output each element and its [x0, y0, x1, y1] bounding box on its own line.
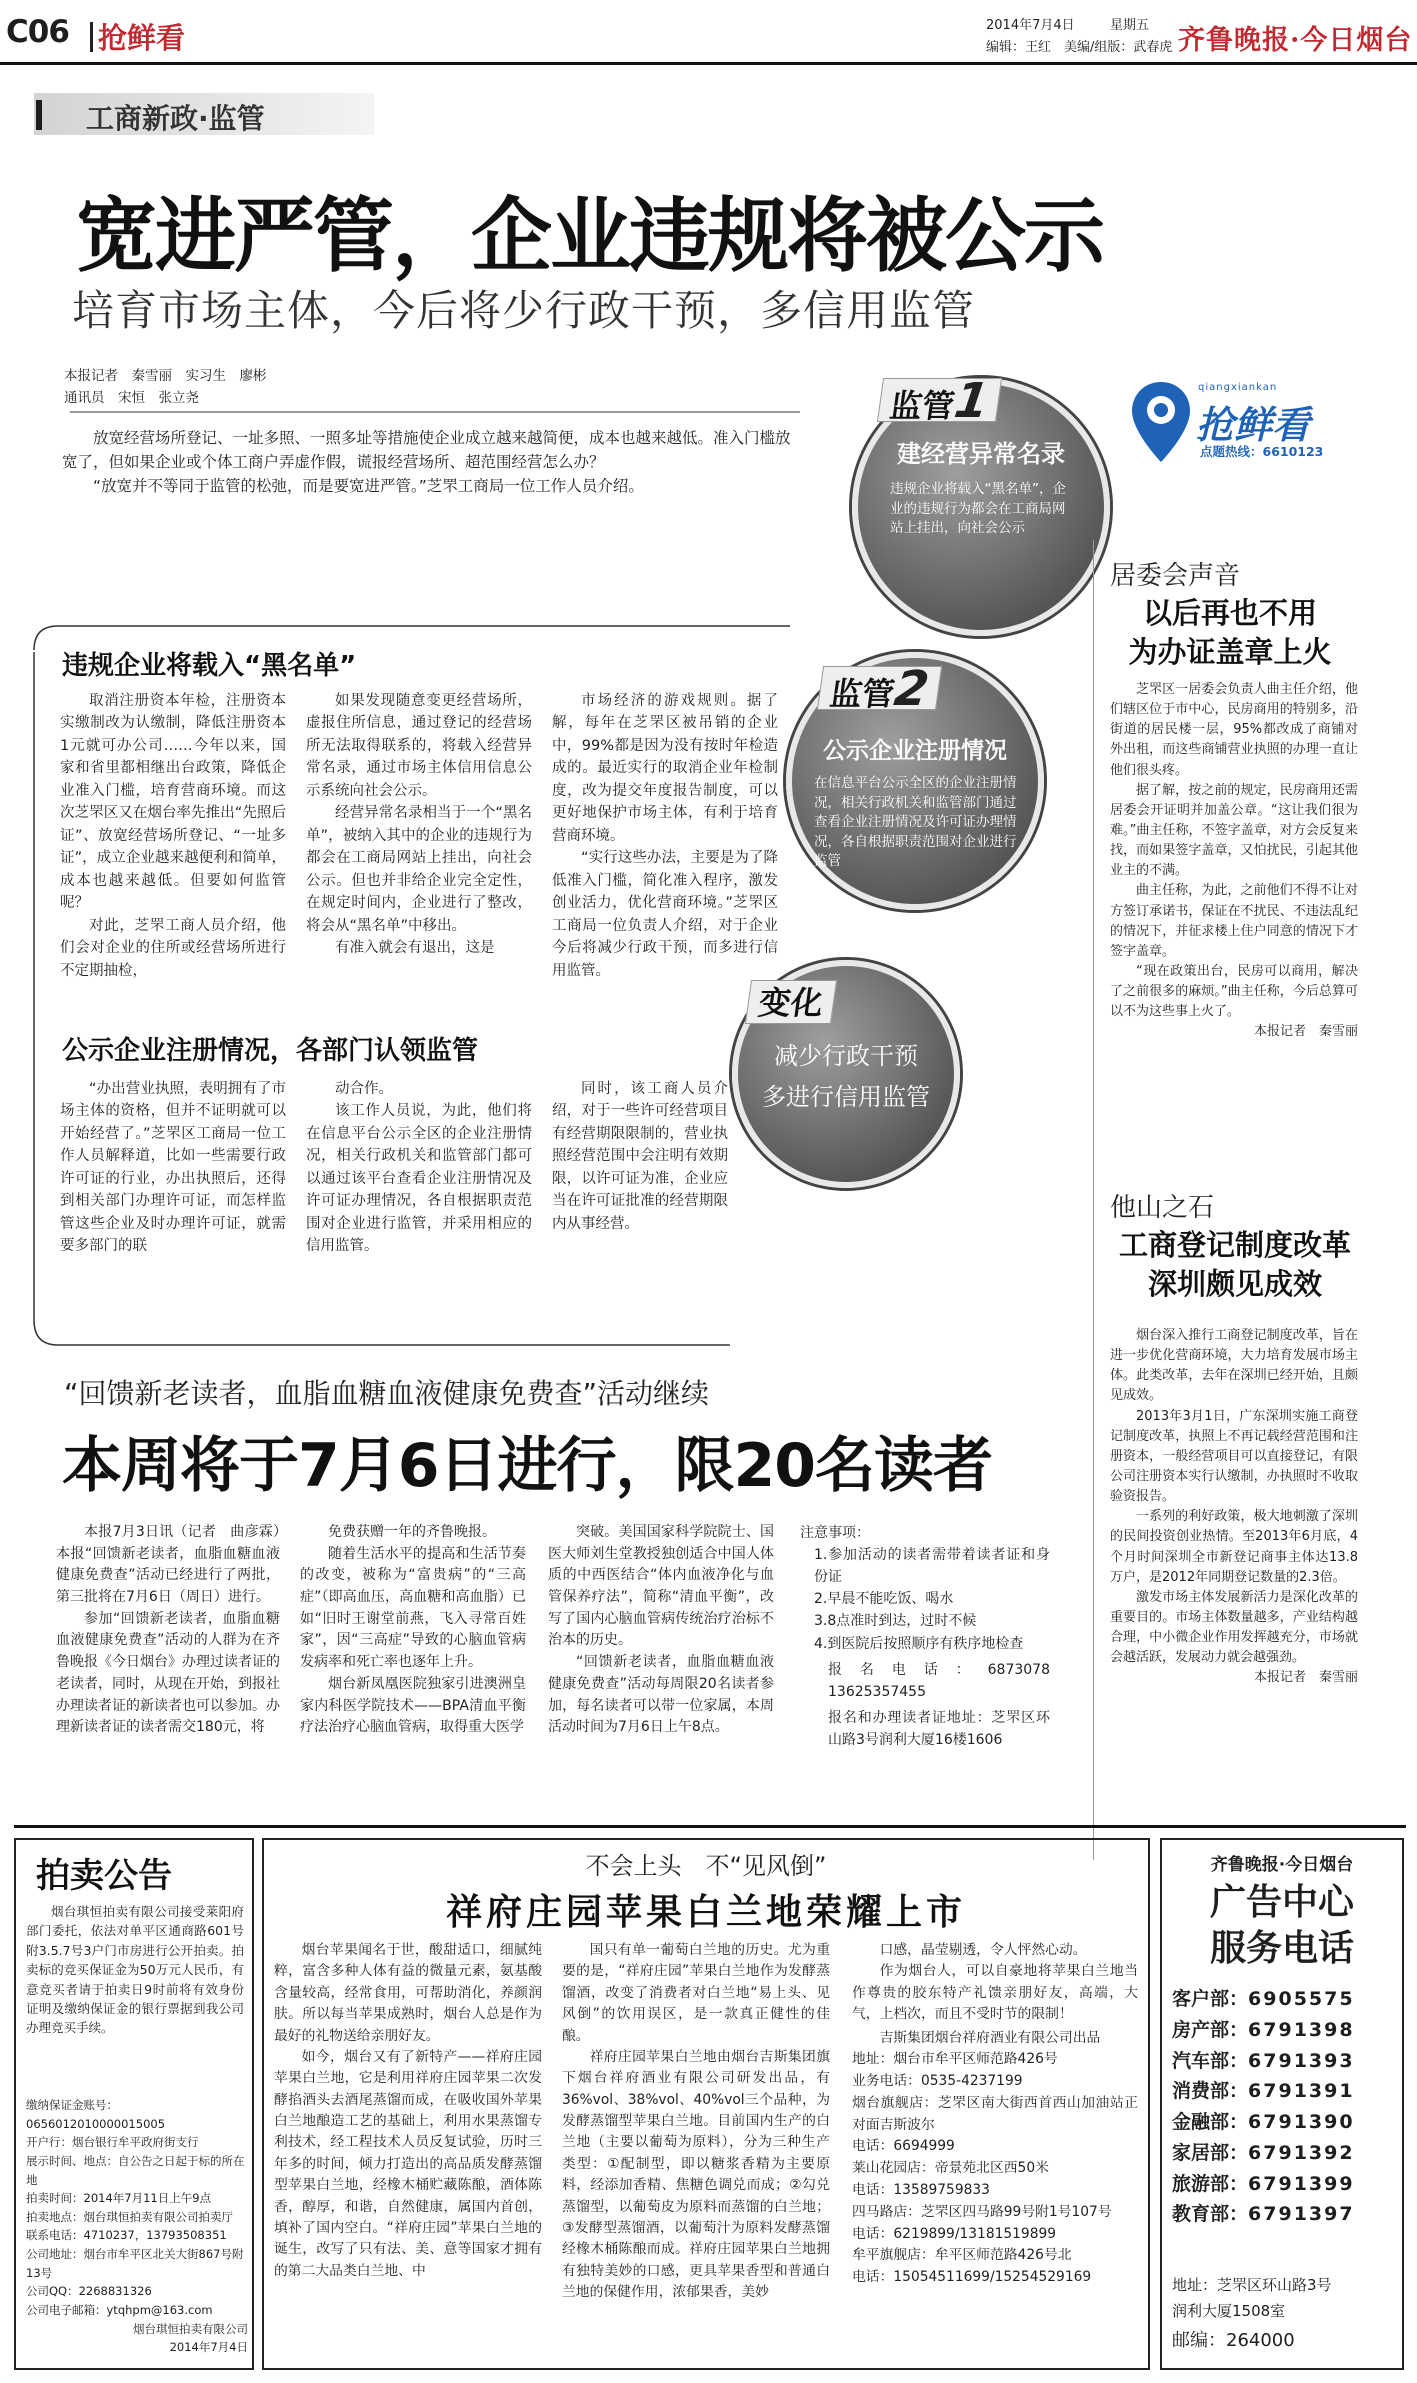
- paragraph: 本报7月3日讯（记者 曲彦霖）本报“回馈新老读者，血脂血糖血液健康免费查”活动已经进行了两批，第三批将在7月6日（周日）进行。: [56, 1524, 280, 1606]
- adcenter-phone-row: [1172, 2169, 1396, 2200]
- brandy-ad: [262, 1838, 1150, 2370]
- signup-phone: 报名电话：6873078 13625357455: [828, 1661, 1064, 1700]
- change-line: 多进行信用监管: [762, 1082, 930, 1111]
- auction-details: [26, 2096, 248, 2357]
- phone-separator: ：: [1229, 2080, 1249, 2103]
- auction-exhibit: 展示时间、地点：自公告之日起于标的所在地: [26, 2153, 245, 2187]
- auction-title: 拍卖公告: [36, 1856, 172, 1896]
- supervision-1-text: 违规企业将载入“黑名单”，企业的违规行为都会在工商局网站上挂出，向社会公示: [890, 481, 1066, 537]
- sidebar-headline-line: 深圳颇见成效: [1147, 1267, 1322, 1302]
- auction-body: 烟台琪恒拍卖有限公司接受莱阳府部门委托，依法对单平区通商路601号附3.5.7号3户门市房进行公开拍卖。拍卖标的竞买保证金为50万元人民币，有意竞买者请于拍卖日9时前将有效身份证明及缴纳保证金的银行票据到我公司办理竞买手续。: [26, 1904, 244, 2036]
- phone-department: 家居部: [1172, 2141, 1230, 2164]
- paragraph: 一系列的利好政策，极大地刺激了深圳的民间投资创业热情。至2013年6月底，4个月时间深圳全市新登记商事主体达13.8万户，是2012年同期登记数量的2.3倍。: [1110, 1509, 1358, 1585]
- ad-section-rule: [14, 1825, 1406, 1828]
- paragraph: 免费获赠一年的齐鲁晚报。: [328, 1524, 496, 1540]
- adcenter-phone-row: [1172, 2138, 1396, 2169]
- paragraph: 动合作。: [335, 1081, 393, 1097]
- section-bar: [36, 100, 42, 130]
- paragraph: 随着生活水平的提高和生活节奏的改变，被称为“富贵病”的“三高症”（即高血压，高血糖和高血脂）已如“旧时王谢堂前燕，飞入寻常百姓家”，因“三高症”导致的心脑血管病发病率和死亡率也逐年上升。: [300, 1545, 526, 1671]
- paragraph: 烟台苹果闻名于世，酸甜适口，细腻纯粹，富含多种人体有益的微量元素，氨基酸含量较高，经常食用，可帮助消化，养颜润肤。所以每当苹果成熟时，烟台人总是作为最好的礼物送给亲朋好友。: [274, 1942, 542, 2044]
- paragraph: 2013年3月1日，广东深圳实施工商登记制度改革，执照上不再记载经营范围和注册资本，一般经营项目可以直接登记，有限公司注册资本实行认缴制，办执照时不收取验资报告。: [1110, 1408, 1358, 1505]
- brandy-store-phone: 电话：6219899/13181519899: [852, 2225, 1057, 2242]
- phone-separator: ：: [1229, 2049, 1249, 2072]
- qiangxiankan-logo: [1130, 380, 1400, 470]
- event-column: [548, 1522, 774, 1739]
- paragraph: “实行这些办法，主要是为了降低准入门槛，简化准入程序，激发创业活力，优化营商环境。”芝罘区工商局一位负责人介绍，对于企业今后将减少行政干预，而多进行信用监管。: [552, 850, 778, 979]
- adcenter-title-line: 广告中心: [1209, 1882, 1354, 1923]
- paragraph: 如今，烟台又有了新特产——祥府庄园苹果白兰地，它是利用祥府庄园苹果二次发酵掐酒头去酒尾蒸馏而成，在吸收国外苹果白兰地酿造工艺的基础上，利用水果蒸馏专利技术，经工程技术人员反复试验，历时三年多的时间，倾力打造出的高品质发酵蒸馏型苹果白兰地，经橡木桶贮藏陈酿，酒体陈香，醇厚，和谐，自然健康，属国内首创，填补了国内空白。“祥府庄园”苹果白兰地的诞生，改写了只有法、美、意等国家才拥有的第二大品类白兰地、中: [274, 2048, 542, 2279]
- supervision-label-text: 监管: [827, 675, 897, 713]
- phone-number: 6791398: [1248, 2018, 1355, 2041]
- brandy-store-phone: 电话：15054511699/15254529169: [852, 2269, 1092, 2286]
- adcenter-phone-row: [1172, 2076, 1396, 2107]
- phone-separator: ：: [1229, 2203, 1249, 2226]
- sidebar-headline-line: 工商登记制度改革: [1118, 1228, 1351, 1262]
- auction-company: 烟台琪恒拍卖有限公司: [133, 2321, 248, 2336]
- logo-hotline: 点题热线：6610123: [1200, 444, 1324, 459]
- paragraph: 曲主任称，为此，之前他们不得不让对方签订承诺书，保证在不扰民、不违法乱纪的情况下，并征求楼上住户同意的情况下才签字盖章。: [1110, 883, 1358, 959]
- paragraph: 市场经济的游戏规则。据了解，每年在芝罘区被吊销的企业中，99%都是因为没有按时年检造成的。最近实行的取消企业年检制度，改为提交年度报告制度，可以更好地保护市场主体，有利于培育营商环境。: [552, 693, 778, 844]
- sidebar-headline: [1110, 1226, 1360, 1305]
- brandy-store-phone: 电话：13589759833: [852, 2182, 990, 2199]
- sidebar-rule: [1093, 540, 1094, 1860]
- auction-account: 缴纳保证金账号：0656012010000015005: [26, 2098, 166, 2131]
- auction-email: 公司电子邮箱：ytqhpm@163.com: [26, 2302, 213, 2317]
- paragraph: 口感，晶莹剔透，令人怦然心动。: [879, 1942, 1087, 1958]
- brandy-store: 烟台旗舰店：芝罘区南大街西首西山加油站正对面吉斯波尔: [852, 2094, 1138, 2133]
- logo-pinyin: qiangxiankan: [1198, 382, 1278, 393]
- supervision-label-text: 监管: [887, 387, 957, 425]
- adcenter-address-line: 润利大厦1508室: [1172, 2302, 1286, 2321]
- supervision-2-label: [817, 661, 943, 717]
- brandy-column: [274, 1940, 542, 2282]
- adcenter-address-line: 地址：芝罘区环山路3号: [1172, 2276, 1332, 2294]
- change-label: 变化: [745, 980, 837, 1024]
- article-column: [60, 1078, 286, 1258]
- paragraph: 祥府庄园苹果白兰地由烟台吉斯集团旗下烟台祥府酒业有限公司研发出品，有36%vol、38%vol、40%vol三个品种，为发酵蒸馏型苹果白兰地。目前国内生产的白兰地（主要以葡萄为原料），分为三种生产类型：①配制型，即以糖浆香精为主要原料，经添加香精、焦糖色调兑而成；②勾兑蒸馏型，以葡萄皮为原料而蒸馏的白兰地；③发酵型蒸馏酒，以葡萄汁为原料发酵蒸馏经橡木桶陈酿而成。祥府庄园苹果白兰地拥有独特美妙的口感，更具苹果香型和普通白兰地的保健作用，浓郁果香，美妙: [562, 2048, 830, 2300]
- article-column: [552, 1078, 728, 1235]
- header-divider: [90, 22, 93, 52]
- auction-address: 公司地址：烟台市牟平区北关大街867号附13号: [26, 2247, 244, 2280]
- byline-reporters: 本报记者 秦雪丽 实习生 廖彬: [64, 368, 267, 384]
- adcenter-brand: 齐鲁晚报·今日烟台: [1210, 1855, 1354, 1875]
- note-item: 2.早晨不能吃饭、喝水: [814, 1591, 954, 1608]
- headline: 宽进严管，企业违规将被公示: [76, 189, 1104, 284]
- ad-center-box: [1160, 1838, 1404, 2370]
- change-line: 减少行政干预: [774, 1042, 918, 1070]
- event-kicker: “回馈新老读者，血脂血糖血液健康免费查”活动继续: [64, 1377, 710, 1410]
- paragraph: 烟台新凤凰医院独家引进澳洲皇家内科医学院技术——BPA清血平衡疗法治疗心脑血管病，取得重大医学: [300, 1675, 526, 1736]
- paragraph: 经营异常名录相当于一个“黑名单”，被纳入其中的企业的违规行为都会在工商局网站上挂出，向社会公示。但也并非给企业完全定性，在规定时间内，企业进行了整改，将会从“黑名单”中移出。: [306, 805, 532, 934]
- phone-number: 6791397: [1248, 2203, 1355, 2226]
- section-heading-blacklist: 违规企业将载入“黑名单”: [62, 651, 357, 681]
- auction-notice: [14, 1838, 254, 2370]
- supervision-number: 2: [890, 661, 933, 717]
- paragraph: 芝罘区一居委会负责人曲主任介绍，他们辖区位于市中心，民房商用的特别多，沿街道的居民楼一层，95%都改成了商铺对外出租，而这些商铺营业执照的办理一直让他们很头疼。: [1110, 682, 1358, 778]
- sidebar-headline-line: 以后再也不用: [1142, 596, 1317, 630]
- event-headline: 本周将于7月6日进行，限20名读者: [62, 1431, 992, 1501]
- paragraph: 参加“回馈新老读者，血脂血糖血液健康免费查”活动的人群为在齐鲁晚报《今日烟台》办理过读者证的老读者，同时，从现在开始，到报社办理读者证的新读者也可以参加。办理新读者证的读者需交180元，将: [56, 1610, 280, 1736]
- author: 本报记者 秦雪丽: [1253, 1024, 1358, 1040]
- subheadline: 培育市场主体，今后将少行政干预，多信用监管: [72, 286, 976, 335]
- event-notes: [800, 1522, 1064, 1751]
- paragraph: “现在政策出台，民房可以商用，解决了之前很多的麻烦。”曲主任称，今后总算可以不为这些事上火了。: [1110, 963, 1358, 1020]
- paragraph: 取消注册资本年检，注册资本实缴制改为认缴制，降低注册资本1元就可办公司……今年以来，国家和省里都相继出台政策，降低企业准入门槛，培育营商环境。而这次芝罘区又在烟台率先推出“先照后证”、放宽经营场所登记、“一址多证”，成立企业越来越便利和简单，成本也越来越低。但要如何监管呢？: [60, 693, 286, 912]
- paragraph: “回馈新老读者，血脂血糖血液健康免费查”活动每周限20名读者参加，每名读者可以带一位家属，本周活动时间为7月6日上午8点。: [548, 1654, 774, 1736]
- brandy-store: 牟平旗舰店：牟平区师范路426号北: [852, 2247, 1072, 2264]
- section-banner: [34, 93, 374, 135]
- auction-date: 2014年7月4日: [169, 2340, 248, 2355]
- adcenter-phone-row: [1172, 2015, 1396, 2046]
- byline-correspondents: 通讯员 宋恒 张立尧: [64, 389, 199, 406]
- lead-paragraph: “放宽并不等同于监管的松弛，而是要宽进严管。”芝罘工商局一位工作人员介绍。: [93, 477, 644, 496]
- phone-number: 6791392: [1248, 2141, 1355, 2164]
- issue-weekday: 星期五: [1110, 18, 1150, 33]
- brandy-company: 吉斯集团烟台祥府酒业有限公司出品: [879, 2029, 1101, 2046]
- adcenter-phone-row: [1172, 2046, 1396, 2077]
- paragraph: “办出营业执照，表明拥有了市场主体的资格，但并不证明就可以开始经营了。”芝罘区工商局一位工作人员解释道，比如一些需要行政许可证的行业，办出执照后，还得到相关部门办理许可证，而怎样监管这些企业及时办理许可证，就需要多部门的联: [60, 1081, 286, 1255]
- brandy-column: [852, 1940, 1138, 2289]
- paragraph: 作为烟台人，可以自豪地将苹果白兰地当作尊贵的胶东特产礼馈亲朋好友，高端，大气，上档次，而且不受时节的限制！: [852, 1963, 1138, 2023]
- phone-department: 金融部: [1172, 2111, 1230, 2134]
- phone-number: 6905575: [1248, 1988, 1355, 2010]
- sidebar-category: 他山之石: [1110, 1193, 1215, 1223]
- lead-paragraph: 放宽经营场所登记、一址多照、一照多址等措施使企业成立越来越简便，成本也越来越低。准入门槛放宽了，但如果企业或个体工商户弄虚作假，谎报经营场所、超范围经营怎么办？: [62, 429, 791, 472]
- brandy-column: [562, 1940, 830, 2303]
- adcenter-phone-row: [1172, 1984, 1396, 2015]
- brandy-store-phone: 电话：6694999: [852, 2138, 955, 2155]
- phone-number: 6791393: [1248, 2049, 1355, 2072]
- article-column: [552, 690, 778, 982]
- adcenter-phone-row: [1172, 2199, 1396, 2230]
- adcenter-phone-list: [1172, 1984, 1396, 2230]
- paragraph: 该工作人员说，为此，他们将在信息平台公示全区的企业注册情况，相关行政机关和监管部门都可以通过该平台查看企业注册情况及许可证办理情况，各自根据职责范围对企业进行监管，并采用相应的信用监管。: [306, 1103, 532, 1255]
- phone-department: 旅游部: [1172, 2172, 1230, 2195]
- auction-qq: 公司QQ：2268831326: [26, 2284, 152, 2299]
- adcenter-title-line: 服务电话: [1209, 1928, 1354, 1970]
- paragraph: 同时，该工商人员介绍，对于一些许可经营项目有经营期限限制的，营业执照经营范围中会注明有效期限，以许可证为准，企业应当在许可证批准的经营期限内从事经营。: [552, 1081, 728, 1232]
- note-item: 1.参加活动的读者需带着读者证和身份证: [814, 1547, 1050, 1586]
- phone-department: 汽车部: [1172, 2049, 1230, 2072]
- sidebar-category: 居委会声音: [1110, 561, 1241, 591]
- issue-date: 2014年7月4日: [986, 18, 1075, 33]
- newspaper-brand: 齐鲁晚报·今日烟台: [1178, 25, 1413, 56]
- article-column: [306, 1078, 532, 1258]
- brandy-title: 祥府庄园苹果白兰地荣耀上市: [445, 1892, 966, 1933]
- phone-number: 6791390: [1248, 2111, 1355, 2134]
- paragraph: 如果发现随意变更经营场所，虚报住所信息，通过登记的经营场所无法取得联系的，将载入经营异常名录，通过市场主体信用信息公示系统向社会公示。: [306, 693, 532, 799]
- paragraph: 烟台深入推行工商登记制度改革，旨在进一步优化营商环境，大力培育发展市场主体。此类改革，去年在深圳已经开始，且颇见成效。: [1110, 1328, 1358, 1404]
- adcenter-phone-row: [1172, 2107, 1396, 2138]
- paragraph: 对此，芝罘工商人员介绍，他们会对企业的住所或经营场所进行不定期抽检，: [60, 917, 286, 979]
- brandy-store: 莱山花园店：帝景苑北区西50米: [852, 2160, 1049, 2177]
- phone-department: 消费部: [1172, 2080, 1230, 2103]
- logo-title: 抢鲜看: [1196, 403, 1311, 447]
- paragraph: 激发市场主体发展新活力是深化改革的重要目的。市场主体数量越多，产业结构越合理，中小微企业作用发挥越充分，市场就会越活跃，发展动力就会越强劲。: [1110, 1589, 1358, 1666]
- adcenter-zip: 邮编：264000: [1172, 2329, 1295, 2351]
- brandy-biz-phone: 业务电话：0535-4237199: [852, 2073, 1023, 2090]
- sidebar-body: [1110, 1326, 1358, 1689]
- phone-department: 房产部: [1172, 2018, 1230, 2041]
- phone-separator: ：: [1229, 2111, 1249, 2134]
- location-pin-icon: [1130, 380, 1192, 464]
- header-rule: [0, 62, 1417, 65]
- lead-paragraphs: [62, 426, 794, 498]
- phone-department: 客户部: [1172, 1988, 1230, 2010]
- paragraph: 据了解，按之前的规定，民房商用还需居委会开证明并加盖公章。“这让我们很为难。”曲主任称，不签字盖章，对方会反复来找，而如果签字盖章，又怕扰民，引起其他业主的不满。: [1110, 782, 1358, 879]
- phone-department: 教育部: [1172, 2203, 1230, 2226]
- page-number: C06: [6, 14, 69, 50]
- auction-tel: 联系电话：4710237，13793508351: [26, 2228, 227, 2243]
- sidebar-body: [1110, 680, 1358, 1043]
- auction-place: 拍卖地点：烟台琪恒拍卖有限公司拍卖厅: [26, 2209, 233, 2224]
- article-column: [60, 690, 286, 982]
- brandy-store: 四马路店：芝罘区四马路99号附1号107号: [852, 2203, 1112, 2220]
- brandy-address: 地址：烟台市牟平区师范路426号: [852, 2051, 1058, 2068]
- brandy-kicker: 不会上头 不“见风倒”: [585, 1852, 827, 1880]
- auction-bank: 开户行：烟台银行牟平政府街支行: [26, 2135, 199, 2150]
- note-item: 4.到医院后按照顺序有秩序地检查: [814, 1635, 1024, 1652]
- paragraph: 突破。美国国家科学院院士、国医大师刘生堂教授独创适合中国人体质的中西医结合“体内血液净化与血管保养疗法”，简称“清血平衡”，改写了国内心脑血管病传统治疗治标不治本的历史。: [548, 1524, 774, 1649]
- supervision-2-text: 在信息平台公示全区的企业注册情况，相关行政机关和监管部门通过查看企业注册情况及许可证办理情况，各自根据职责范围对企业进行监管: [814, 775, 1017, 870]
- adcenter-address: [1172, 2272, 1332, 2356]
- supervision-1-title: 建经营异常名录: [897, 440, 1065, 468]
- auction-time: 拍卖时间：2014年7月11日上午9点: [26, 2191, 212, 2206]
- sidebar-headline-line: 为办证盖章上火: [1128, 635, 1332, 670]
- phone-separator: ：: [1229, 1988, 1249, 2010]
- phone-separator: ：: [1229, 2141, 1249, 2164]
- article-column: [306, 690, 532, 960]
- supervision-1-label: [877, 373, 1003, 429]
- change-text: [738, 1036, 954, 1118]
- author: 本报记者 秦雪丽: [1253, 1670, 1358, 1686]
- editor-credits: 编辑：王红 美编/组版：武春虎: [986, 40, 1173, 55]
- sidebar-headline: [1120, 594, 1340, 673]
- event-column: [300, 1522, 526, 1739]
- notes-title: 注意事项：: [800, 1525, 870, 1541]
- section-heading-registration: 公示企业注册情况，各部门认领监管: [62, 1036, 479, 1066]
- section-label: 工商新政·监管: [86, 102, 265, 135]
- note-item: 3.8点准时到达，过时不候: [814, 1613, 977, 1630]
- phone-number: 6791399: [1248, 2172, 1355, 2195]
- phone-separator: ：: [1229, 2018, 1249, 2041]
- paragraph: 有准入就会有退出，这是: [335, 940, 495, 957]
- phone-number: 6791391: [1248, 2080, 1355, 2103]
- page-section-tag: 抢鲜看: [98, 21, 186, 55]
- supervision-number: 1: [950, 373, 993, 429]
- supervision-2-title: 公示企业注册情况: [823, 738, 1007, 764]
- paragraph: 国只有单一葡萄白兰地的历史。尤为重要的是，“祥府庄园”苹果白兰地作为发酵蒸馏酒，改变了消费者对白兰地“易上头、见风倒”的饮用误区，是一款真正健性的佳酿。: [562, 1942, 830, 2044]
- signup-address: 报名和办理读者证地址：芝罘区环山路3号润利大厦16楼1606: [828, 1709, 1050, 1748]
- event-column: [56, 1522, 280, 1739]
- phone-separator: ：: [1229, 2172, 1249, 2195]
- adcenter-title: [1162, 1880, 1402, 1972]
